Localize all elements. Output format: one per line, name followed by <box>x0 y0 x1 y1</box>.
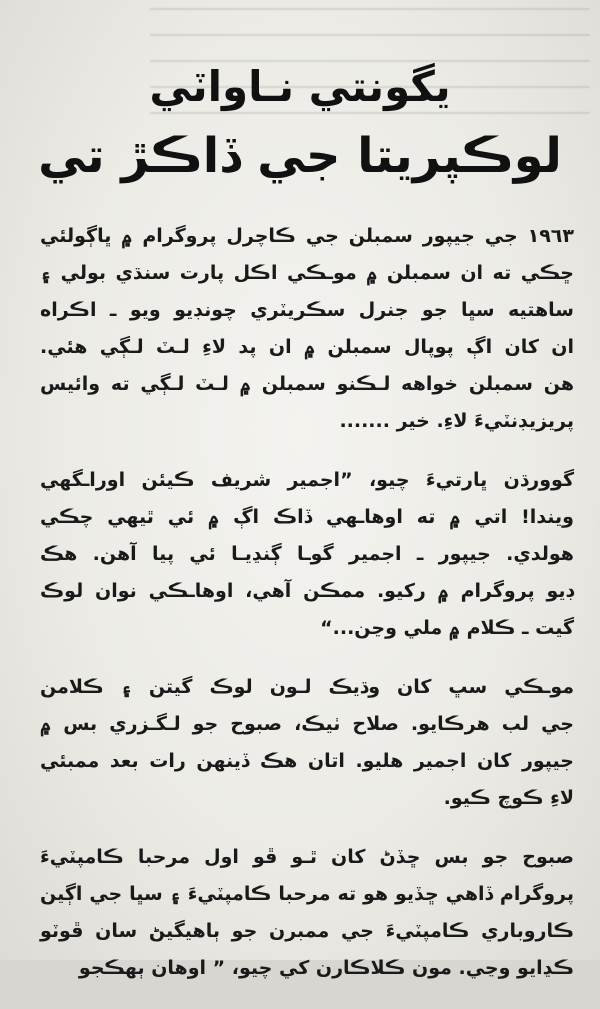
text-line: ساهتيه سڀا جو جنرل سڪريٽري چونڊيو ويو ـ اڪراه <box>40 299 574 321</box>
text-line: ان کان اڳ پوپال سمبلن ۾ ان پد لاءِ لـٽ لـڳي هئي. <box>40 336 574 358</box>
text-line: جيپور کان اجمير هليو. اتان هڪ ڏينهن رات بعد ممبئي <box>40 750 574 772</box>
chapter-title-line-1: يگونتي نـاواٽي <box>149 62 451 111</box>
text-line: ڪڍايو وڃي. مون ڪلاڪارن کي چيو، ” اوهان ٻهڪجو <box>78 957 574 979</box>
text-line: لاءِ ڪوچ ڪيو. <box>443 787 574 809</box>
paragraph <box>40 218 574 440</box>
text-line: ڇڪي ته ان سمبلن ۾ موـڪي اڪل پارت سنڌي بولي ۽ <box>40 262 574 284</box>
text-line: ١٩٦٣ جي جيپور سمبلن جي ڪاچرل پروگرام ۾ ڀاڳولئي <box>40 225 574 247</box>
text-line: صبوح جو بس ڇڏڻ کان ٿـو ڦو اول مرحبا ڪامپٽيءَ <box>40 846 574 868</box>
paragraph <box>40 669 574 817</box>
text-line: موـڪي سڀ کان وڌيڪ لـون لوڪ گيتن ۽ ڪلامن <box>40 676 574 698</box>
text-line: گيت ـ ڪلام ۾ ملي وڃن...“ <box>320 617 574 639</box>
paragraph <box>40 839 574 987</box>
body-text <box>40 218 574 1009</box>
paragraph <box>40 462 574 647</box>
text-line: هن سمبلن خواهه لـڪنو سمبلن ۾ لـٽ لـڳي ته وائيس <box>40 373 574 395</box>
text-line: پريزيڊنٽيءَ لاءِ. خير ....... <box>339 410 574 432</box>
text-line: ڪاروباري ڪامپٽيءَ جي ممبرن جو ٻاهيگيڻ سان ڦوٽو <box>40 920 574 942</box>
text-line: جي لب هرڪايو. صلاح ٺيڪ، صبوح جو لـگـزري بس ۾ <box>40 713 574 735</box>
text-line: ويندا! اتي ۾ ته اوهاـهي ڏاڪ اڳ ۾ ئي ٿيهي چڪي <box>40 506 574 528</box>
text-line: گوورڌن ڀارتيءَ چيو، ”اجمير شريف ڪيئن اوراـگهي <box>40 469 574 491</box>
chapter-title-line-2: لوڪپريتا جي ڏاڪڙ تي <box>38 128 562 184</box>
text-line: هولدي. جيپور ـ اجمير گوـا ڳنڍيـا ئي پيا آهن. هڪ <box>40 543 574 565</box>
text-line: ڊيو پروگرام ۾ رکيو. ممڪن آهي، اوهاـڪي نوان لوڪ <box>40 580 574 602</box>
text-line: پروگرام ڏاهي ڇڏيو هو ته مرحبا ڪامپٽيءَ ۽ سڀا جي اڳين <box>40 883 574 905</box>
